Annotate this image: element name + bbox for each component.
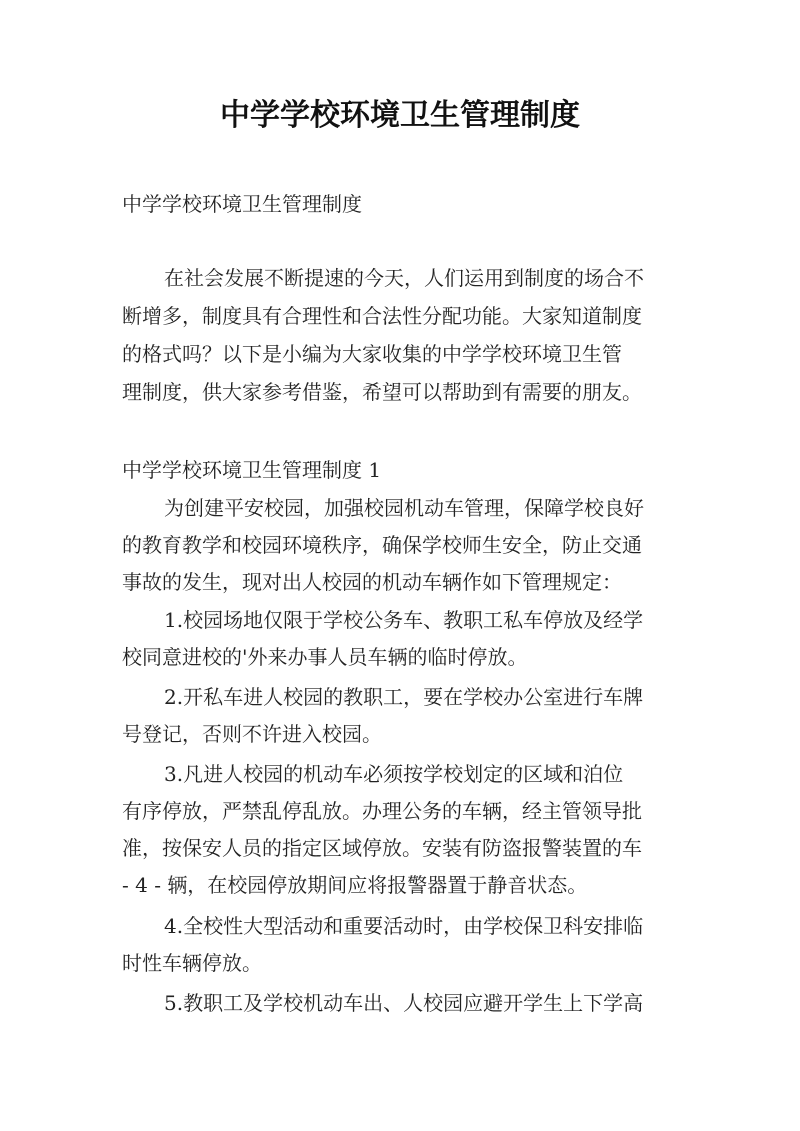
intro-paragraph-line: 的格式吗？以下是小编为大家收集的中学学校环境卫生管: [122, 342, 622, 366]
list-item-line: 5.教职工及学校机动车出、人校园应避开学生上下学高: [164, 991, 644, 1015]
list-item-line: 时性车辆停放。: [122, 951, 262, 975]
list-item-line: 准，按保安人员的指定区域停放。安装有防盗报警装置的车: [122, 836, 642, 860]
list-item-line: 号登记，否则不许进入校园。: [122, 722, 382, 746]
list-item-line: 4.全校性大型活动和重要活动时，由学校保卫科安排临: [164, 914, 644, 938]
section-heading: 中学学校环境卫生管理制度 1: [122, 458, 382, 482]
list-item-line: 3.凡进人校园的机动车必须按学校划定的区域和泊位: [164, 762, 624, 786]
intro-paragraph-line: 在社会发展不断提速的今天，人们运用到制度的场合不: [164, 266, 644, 290]
list-item-line: 校同意进校的'外来办事人员车辆的临时停放。: [122, 645, 528, 669]
list-item-line: 2.开私车进人校园的教职工，要在学校办公室进行车牌: [164, 685, 644, 709]
section-paragraph-line: 事故的发生，现对出人校园的机动车辆作如下管理规定：: [122, 570, 622, 594]
intro-paragraph-line: 断增多，制度具有合理性和合法性分配功能。大家知道制度: [122, 304, 642, 328]
document-subtitle: 中学学校环境卫生管理制度: [122, 192, 362, 216]
list-item-line: 1.校园场地仅限于学校公务车、教职工私车停放及经学: [164, 608, 644, 632]
document-title: 中学学校环境卫生管理制度: [220, 98, 580, 133]
list-item-line-with-page-number: - 4 - 辆，在校园停放期间应将报警器置于静音状态。: [122, 873, 588, 897]
list-item-line: 有序停放，严禁乱停乱放。办理公务的车辆，经主管领导批: [122, 799, 642, 823]
intro-paragraph-line: 理制度，供大家参考借鉴，希望可以帮助到有需要的朋友。: [122, 380, 642, 404]
section-paragraph-line: 的教育教学和校园环境秩序，确保学校师生安全，防止交通: [122, 533, 642, 557]
section-paragraph-line: 为创建平安校园，加强校园机动车管理，保障学校良好: [164, 496, 644, 520]
